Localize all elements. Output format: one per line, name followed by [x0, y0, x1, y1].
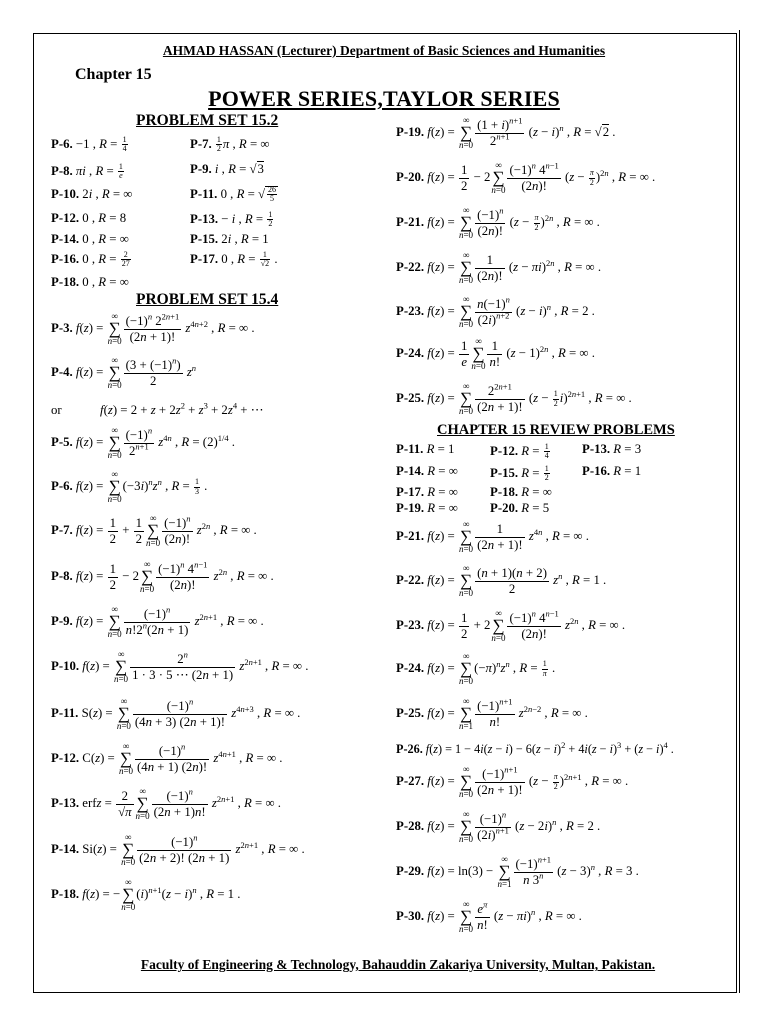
page-frame-right-edge	[739, 30, 740, 993]
review-p14: P-14. R = ∞	[396, 464, 458, 478]
review-p17: P-17. R = ∞	[396, 485, 458, 499]
ps154-p10: P-10. f(z) = ∞ ∑ n=0 $\frac{2^n}{1 \cdot 3 \cdot 5 \cdots (2n + 1)}$ $z^{2n+1}$ , R = ∞ .	[51, 649, 309, 685]
section-title-review: CHAPTER 15 REVIEW PROBLEMS	[437, 422, 675, 438]
review-p13: P-13. R = 3	[582, 442, 642, 456]
ps154-p18: P-18. f(z) = − ∞ ∑ n=0 $(i)^{n+1}(z - i)^n$ , R = 1 .	[51, 877, 241, 913]
ps154-p25: P-25. f(z) = ∞ ∑ n=0 $\frac{2^{2n+1}}{(2n + 1)!}$ (z − $\frac{1}{2}$ i)$^{2n+1}$ , R = ∞ .	[396, 381, 632, 417]
ps154-or: or	[51, 403, 62, 417]
ps154-p14: P-14. Si(z) = ∞ ∑ n=0 $\frac{(-1)^n}{(2n + 2)! (2n + 1)}$ $z^{2n+1}$ , R = ∞ .	[51, 832, 305, 868]
review-p21: P-21. f(z) = ∞ ∑ n=0 $\frac{1}{(2n + 1)!}$ $z^{4n}$ , R = ∞ .	[396, 519, 589, 555]
ps152-p13: P-13. − i , R = $\frac{1}{2}$	[190, 210, 273, 229]
page-title: POWER SERIES,TAYLOR SERIES	[208, 86, 560, 111]
review-p26: P-26. $f(z) = 1 - 4i(z - i) - 6(z - i)^2 + 4i(z - i)^3 + (z - i)^4$ .	[396, 739, 674, 756]
review-p16: P-16. R = 1	[582, 464, 642, 478]
ps152-p7: P-7. $\frac{1}{2}$ π , R = ∞	[190, 135, 270, 154]
review-p23: P-23. f(z) = $\frac{1}{2}$ + 2 ∞ ∑ n=0 $\frac{(-1)^n 4^{n-1}}{(2n)!}$ $z^{2n}$ , R = ∞ .	[396, 608, 626, 644]
section-title-15-2: PROBLEM SET 15.2	[136, 112, 279, 129]
ps154-p20: P-20. f(z) = $\frac{1}{2}$ − 2 ∞ ∑ n=0 $\frac{(-1)^n 4^{n-1}}{(2n)!}$ (z − $\frac{\pi}{2}$ )$^{2n}$ , R = ∞ .	[396, 160, 656, 196]
review-p11: P-11. R = 1	[396, 442, 455, 456]
review-p30: P-30. f(z) = ∞ ∑ n=0 $\frac{e^\pi}{n!}$ $(z - \pi i)^n$ , R = ∞ .	[396, 899, 582, 935]
ps154-p8: P-8. f(z) = $\frac{1}{2}$ − 2 ∞ ∑ n=0 $\frac{(-1)^n 4^{n-1}}{(2n)!}$ $z^{2n}$ , R = ∞ .	[51, 559, 274, 595]
chapter-label: Chapter 15	[75, 66, 152, 83]
ps154-p4: P-4. f(z) = ∞ ∑ n=0 $\frac{(3 + (-1)^n)}{2}$ $z^n$	[51, 355, 197, 391]
ps152-p11: P-11. 0 , R = √ $\frac{26}{5}$	[190, 185, 277, 204]
page-header: AHMAD HASSAN (Lecturer) Department of Basic Sciences and Humanities	[162, 43, 606, 58]
ps154-p24: P-24. f(z) = $\frac{1}{e}$ ∞ ∑ n=0 $\frac{1}{n!}$ $(z - 1)^{2n}$ , R = ∞ .	[396, 336, 595, 372]
ps152-p8: P-8. πi , R = $\frac{1}{e}$	[51, 162, 123, 181]
ps152-p12: P-12. 0 , R = 8	[51, 211, 127, 225]
ps154-p3: P-3. f(z) = ∞ ∑ n=0 $\frac{(-1)^n 2^{2n+1}}{(2n + 1)!}$ $z^{4n+2}$ , R = ∞ .	[51, 311, 255, 347]
review-p25: P-25. f(z) = ∞ ∑ n=1 $\frac{(-1)^{n+1}}{n!}$ $z^{2n-2}$ , R = ∞ .	[396, 696, 588, 732]
review-p15: P-15. R = $\frac{1}{2}$	[490, 464, 549, 483]
page-footer: Faculty of Engineering & Technology, Bahauddin Zakariya University, Multan, Pakistan.	[140, 957, 656, 972]
review-p20: P-20. R = 5	[490, 501, 550, 515]
review-p12: P-12. R = $\frac{1}{4}$	[490, 442, 549, 461]
review-p28: P-28. f(z) = ∞ ∑ n=0 $\frac{(-1)^n}{(2i)^{n+1}}$ $(z - 2i)^n$ , R = 2 .	[396, 809, 601, 845]
ps154-p23: P-23. f(z) = ∞ ∑ n=0 $\frac{n(-1)^n}{(2i)^{n+2}}$ $(z - i)^n$ , R = 2 .	[396, 294, 595, 330]
ps154-p19: P-19. f(z) = ∞ ∑ n=0 $\frac{(1 + i)^{n+1}}{2^{n+1}}$ $(z - i)^n$ , R = √2 .	[396, 115, 616, 151]
ps154-p9: P-9. f(z) = ∞ ∑ n=0 $\frac{(-1)^n}{n!2^n(2n + 1)}$ $z^{2n+1}$ , R = ∞ .	[51, 604, 264, 640]
ps154-p6: P-6. f(z) = ∞ ∑ n=0 $(-3i)^nz^n$ , R = $\frac{1}{3}$ .	[51, 469, 208, 505]
ps154-p22: P-22. f(z) = ∞ ∑ n=0 $\frac{1}{(2n)!}$ $(z - \pi i)^{2n}$ , R = ∞ .	[396, 250, 602, 286]
review-p22: P-22. f(z) = ∞ ∑ n=0 $\frac{(n + 1)(n + 2)}{2}$ $z^n$ , R = 1 .	[396, 563, 607, 599]
ps154-p11: P-11. S(z) = ∞ ∑ n=0 $\frac{(-1)^n}{(4n + 3) (2n + 1)!}$ $z^{4n+3}$ , R = ∞ .	[51, 696, 301, 732]
ps154-p12: P-12. C(z) = ∞ ∑ n=0 $\frac{(-1)^n}{(4n + 1) (2n)!}$ $z^{4n+1}$ , R = ∞ .	[51, 741, 283, 777]
ps152-p17: P-17. 0 , R = $\frac{1}{√2}$ .	[190, 250, 278, 269]
section-title-15-4: PROBLEM SET 15.4	[136, 291, 279, 308]
review-p18: P-18. R = ∞	[490, 485, 552, 499]
ps152-p15: P-15. 2i , R = 1	[190, 232, 269, 246]
review-p24: P-24. f(z) = ∞ ∑ n=0 $(-\pi)^nz^n$ , R = $\frac{1}{\pi}$ .	[396, 651, 556, 687]
ps154-p7: P-7. f(z) = $\frac{1}{2}$ + $\frac{1}{2}$ ∞ ∑ n=0 $\frac{(-1)^n}{(2n)!}$ $z^{2n}$ , R = ∞ .	[51, 513, 257, 549]
ps154-p21: P-21. f(z) = ∞ ∑ n=0 $\frac{(-1)^n}{(2n)!}$ (z − $\frac{\pi}{2}$ )$^{2n}$ , R = ∞ .	[396, 205, 600, 241]
review-p29: P-29. f(z) = ln(3) − ∞ ∑ n=1 $\frac{(-1)^{n+1}}{n 3^n}$ $(z - 3)^n$ , R = 3 .	[396, 854, 639, 890]
ps154-p13: P-13. erfz = $\frac{2}{√\pi}$ ∞ ∑ n=0 $\frac{(-1)^n}{(2n + 1)n!}$ $z^{2n+1}$ , R = ∞ .	[51, 786, 281, 822]
ps154-p5: P-5. f(z) = ∞ ∑ n=0 $\frac{(-1)^n}{2^{n+1}}$ $z^{4n}$ , $R = (2)^{1/4}$ .	[51, 425, 236, 461]
ps152-p9: P-9. i , R = √3	[190, 162, 264, 176]
ps152-p16: P-16. 0 , R = $\frac{2}{27}$	[51, 250, 130, 269]
ps152-p6: P-6. −1 , R = $\frac{1}{4}$	[51, 135, 127, 154]
ps152-p18: P-18. 0 , R = ∞	[51, 275, 129, 289]
ps154-p4-alt: $f(z) = 2 + z + 2z^2 + z^3 + 2z^4$ + ⋯	[100, 400, 264, 417]
review-p19: P-19. R = ∞	[396, 501, 458, 515]
ps152-p10: P-10. 2i , R = ∞	[51, 187, 133, 201]
ps152-p14: P-14. 0 , R = ∞	[51, 232, 129, 246]
review-p27: P-27. f(z) = ∞ ∑ n=0 $\frac{(-1)^{n+1}}{(2n + 1)!}$ (z − $\frac{\pi}{2}$ )$^{2n+1}$ , R = ∞ .	[396, 764, 629, 800]
